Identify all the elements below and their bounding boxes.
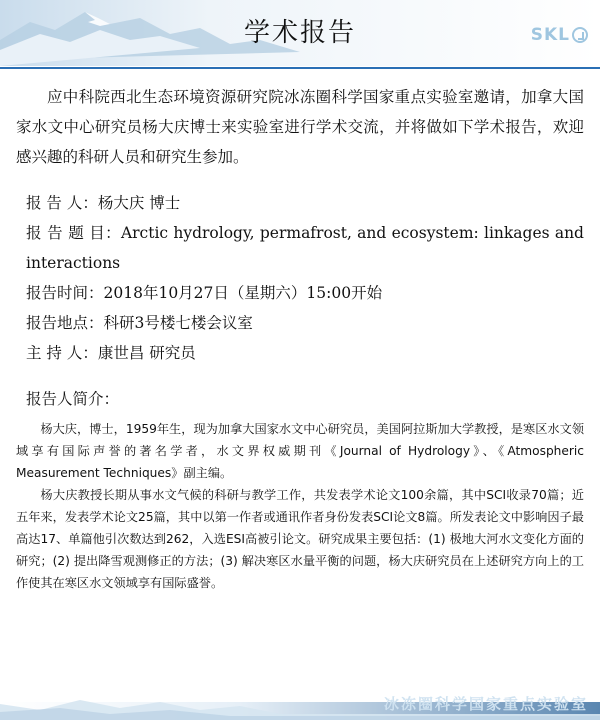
lab-logo [531, 24, 588, 46]
bio-heading: 报告人简介： [26, 390, 120, 408]
footer-lab-name: 冰冻圈科学国家重点实验室 [383, 695, 588, 713]
page-title: 学术报告 [243, 18, 356, 48]
intro-paragraph: 应中科院西北生态环境资源研究院冰冻圈科学国家重点实验室邀请，加拿大国家水文中心研究员杨大庆博士来实验室进行学术交流，并将做如下学术报告，欢迎感兴趣的科研人员和研究生参加。 [16, 88, 584, 166]
place-value: 科研3号楼七楼会议室 [103, 314, 253, 332]
footer-banner [0, 680, 600, 720]
bio-paragraph-1: 杨大庆，博士，1959年生，现为加拿大国家水文中心研究员，美国阿拉斯加大学教授，是寒区水文领域享有国际声誉的著名学者，水文界权威期刊《Journal of Hydrology》、《Atmospheric Measurement Techniques》副主编。 [16, 422, 584, 480]
place-field [16, 308, 584, 338]
host-field [16, 338, 584, 368]
place-label: 报告地点： [26, 314, 104, 332]
host-label: 主 持 人： [26, 344, 98, 362]
time-value: 2018年10月27日（星期六）15:00开始 [103, 284, 383, 302]
topic-label: 报 告 题 目： [26, 224, 121, 242]
speaker-bio [16, 418, 584, 594]
speaker-field [16, 188, 584, 218]
host-value: 康世昌 研究员 [97, 344, 196, 362]
topic-value: Arctic hydrology, permafrost, and ecosystem: linkages and interactions [26, 224, 584, 272]
report-details [16, 188, 584, 368]
speaker-label: 报 告 人： [26, 194, 98, 212]
logo-text: SKL [530, 25, 570, 45]
snowflake-ring-icon [572, 27, 588, 43]
topic-field [16, 218, 584, 278]
announcement-body [16, 82, 584, 594]
bio-paragraph-2: 杨大庆教授长期从事水文气候的科研与教学工作，共发表学术论文100余篇，其中SCI收录70篇；近五年来，发表学术论文25篇，其中以第一作者或通讯作者身份发表SCI论文8篇。所发表论文中影响因子最高达17、单篇他引次数达到262，入选ESI高被引论文。研究成果主要包括：(1) 极地大河水文变化方面的研究；(2) 提出降雪观测修正的方法；(3) 解决寒区水量平衡的问题，杨大庆研究员在上述研究方向上的工作使其在寒区水文领域享有国际盛誉。 [16, 488, 584, 590]
time-field [16, 278, 584, 308]
header-divider [0, 67, 600, 69]
speaker-value: 杨大庆 博士 [97, 194, 181, 212]
time-label: 报告时间： [26, 284, 104, 302]
